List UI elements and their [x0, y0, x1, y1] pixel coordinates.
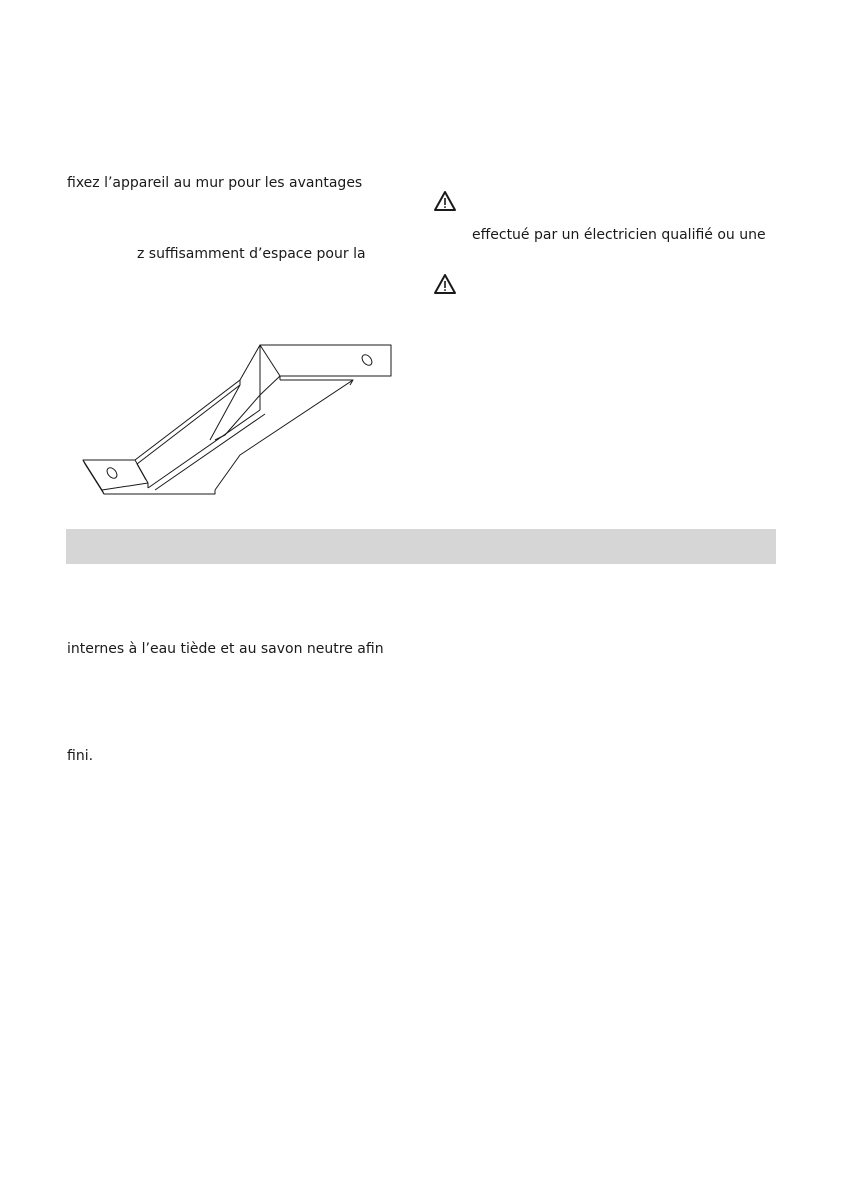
- section-header-bar: [66, 529, 776, 564]
- warning-icon: [433, 273, 457, 295]
- body-text-line: internes à l’eau tiède et au savon neutre afin: [67, 641, 384, 657]
- body-text-line: fixez l’appareil au mur pour les avantages: [67, 175, 363, 191]
- wall-bracket-illustration: [80, 340, 395, 500]
- body-text-line: fini.: [67, 748, 94, 764]
- warning-text-line: effectué par un électricien qualifié ou une: [472, 227, 766, 243]
- warning-icon: [433, 190, 457, 212]
- body-text-line: z suffisamment d’espace pour la: [137, 246, 366, 262]
